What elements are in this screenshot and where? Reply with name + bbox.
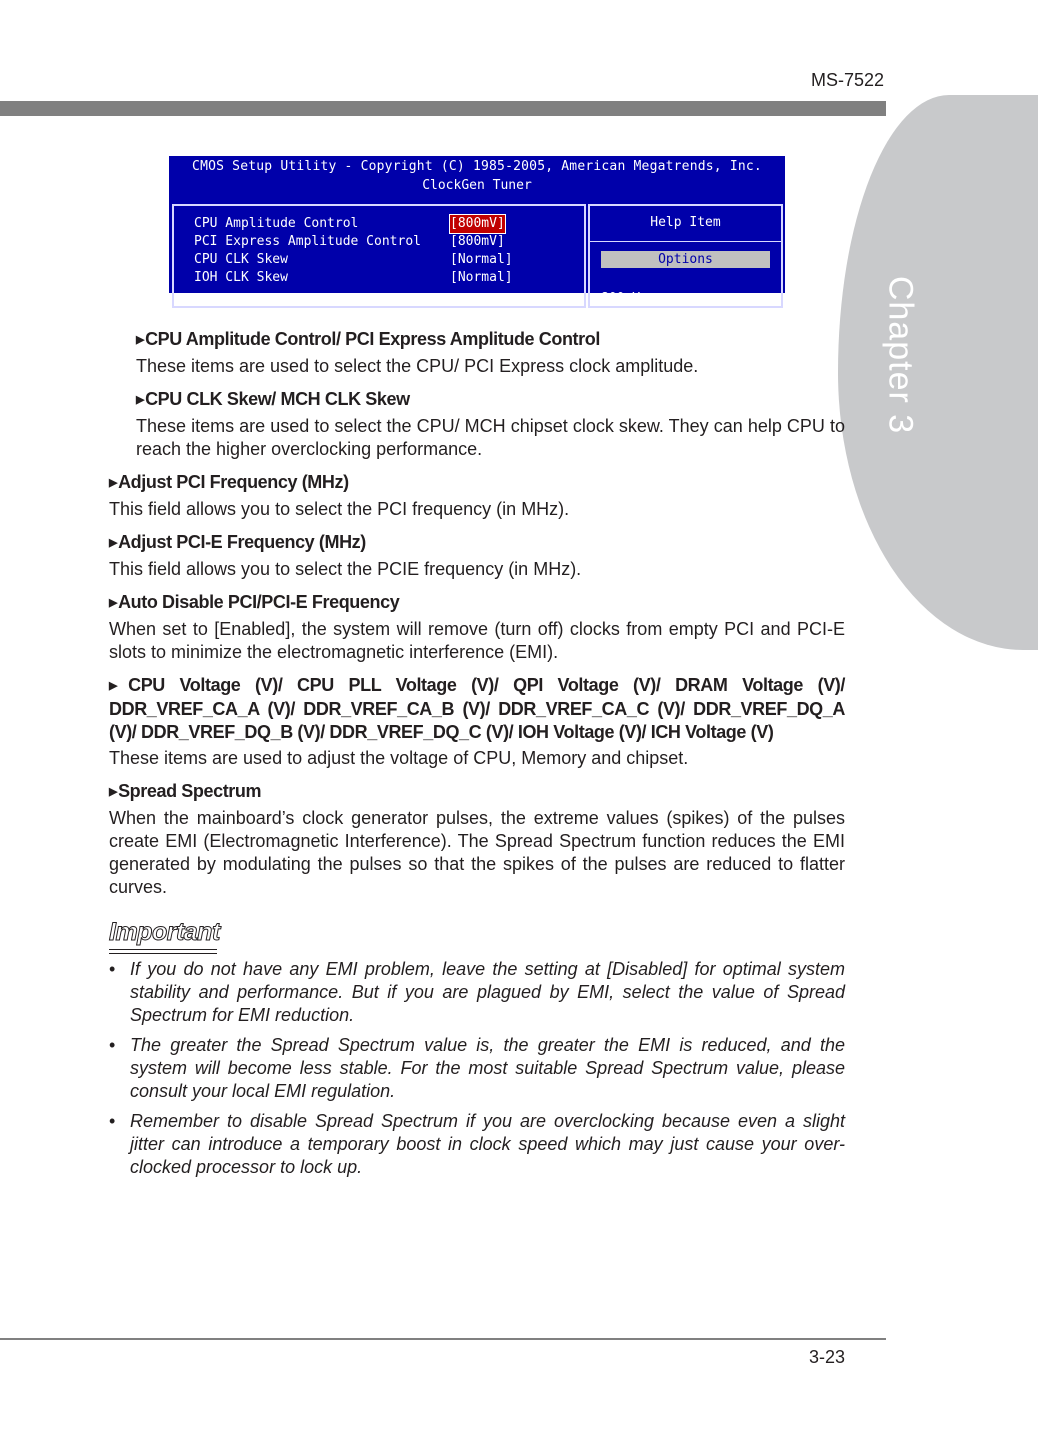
triangle-bullet-icon: ▶ bbox=[109, 537, 118, 549]
section-spread-spectrum bbox=[109, 780, 845, 899]
important-bullet bbox=[109, 958, 845, 1027]
bios-item-label: CPU CLK Skew bbox=[194, 252, 288, 267]
important-underline bbox=[109, 949, 217, 954]
bios-title: CMOS Setup Utility - Copyright (C) 1985-2005, American Megatrends, Inc. bbox=[192, 159, 762, 174]
bios-item-label: CPU Amplitude Control bbox=[194, 216, 359, 231]
bios-item-value-selected[interactable]: [800mV] bbox=[450, 216, 505, 231]
header-bar bbox=[0, 101, 886, 116]
triangle-bullet-icon: ▶ bbox=[136, 394, 145, 406]
section-heading: CPU CLK Skew/ MCH CLK Skew bbox=[145, 389, 410, 409]
bios-item-label: PCI Express Amplitude Control bbox=[194, 234, 421, 249]
section-pcie-frequency bbox=[109, 531, 845, 581]
bios-item-label: IOH CLK Skew bbox=[194, 270, 288, 285]
bios-subtitle: ClockGen Tuner bbox=[422, 178, 532, 193]
bullet-text: The greater the Spread Spectrum value is, the greater the EMI is reduced, and the system will become less stable. For the most suitable Spread Spectrum value, please consult your local EMI regulation. bbox=[130, 1035, 845, 1101]
bios-help-title: Help Item bbox=[650, 215, 721, 230]
important-heading: Important bbox=[109, 918, 220, 946]
section-pci-frequency bbox=[109, 471, 845, 521]
bullet-text: If you do not have any EMI problem, leave the setting at [Disabled] for optimal system stability and performance. But if you are plagued by EMI, select the value of Spread Spectrum for EMI reduction. bbox=[130, 959, 845, 1025]
section-heading: Adjust PCI-E Frequency (MHz) bbox=[118, 532, 366, 552]
important-bullet bbox=[109, 1110, 845, 1179]
section-voltages bbox=[109, 674, 845, 770]
triangle-bullet-icon: ▶ bbox=[109, 786, 118, 798]
bios-settings-pane bbox=[172, 204, 586, 308]
section-body: This field allows you to select the PCI frequency (in MHz). bbox=[109, 499, 570, 519]
triangle-bullet-icon: ▶ bbox=[109, 597, 118, 609]
section-body: These items are used to adjust the voltage of CPU, Memory and chipset. bbox=[109, 748, 689, 768]
bios-options-label: Options bbox=[601, 251, 770, 268]
section-heading: Auto Disable PCI/PCI-E Frequency bbox=[118, 592, 400, 612]
bios-help-pane bbox=[588, 204, 783, 308]
chapter-tab bbox=[838, 95, 1038, 650]
section-body: When the mainboard’s clock generator pulses, the extreme values (spikes) of the pulses create EMI (Electromagnetic Interference). The Spread Spectrum function reduces the EMI generated by modulating the pulses so that the spikes of the pulses are reduced to flatter curves. bbox=[109, 808, 845, 897]
bios-screenshot bbox=[169, 156, 785, 306]
bios-item-value[interactable]: [Normal] bbox=[450, 252, 513, 267]
section-body: When set to [Enabled], the system will remove (turn off) clocks from empty PCI and PCI-E slots to minimize the electromagnetic interference (EMI). bbox=[109, 619, 845, 662]
page-number: 3-23 bbox=[808, 1347, 845, 1367]
footer-rule bbox=[0, 1338, 886, 1340]
section-amplitude bbox=[136, 328, 845, 378]
bios-item-value[interactable]: [Normal] bbox=[450, 270, 513, 285]
chapter-label: Chapter 3 bbox=[881, 275, 920, 435]
triangle-bullet-icon: ▶ bbox=[109, 477, 118, 489]
section-heading: Adjust PCI Frequency (MHz) bbox=[118, 472, 349, 492]
section-heading: CPU Amplitude Control/ PCI Express Amplitude Control bbox=[145, 329, 600, 349]
bullet-dot-icon: • bbox=[109, 1111, 116, 1131]
bios-help-text: 800mV bbox=[601, 291, 641, 306]
section-auto-disable bbox=[109, 591, 845, 664]
section-clk-skew bbox=[136, 388, 845, 461]
important-bullet bbox=[109, 1034, 845, 1103]
bullet-dot-icon: • bbox=[109, 1035, 116, 1055]
section-heading: Spread Spectrum bbox=[118, 781, 262, 801]
bios-help-divider bbox=[590, 241, 781, 242]
section-body: These items are used to select the CPU/ PCI Express clock amplitude. bbox=[136, 356, 699, 376]
bullet-text: Remember to disable Spread Spectrum if you are overclocking because even a slight jitter can introduce a temporary boost in clock speed which may just cause your over-clocked processor to lock up. bbox=[130, 1111, 845, 1177]
bullet-dot-icon: • bbox=[109, 959, 116, 979]
model-number: MS-7522 bbox=[810, 70, 884, 90]
section-body: These items are used to select the CPU/ MCH chipset clock skew. They can help CPU to reach the higher overclocking performance. bbox=[136, 416, 845, 459]
bios-item-value[interactable]: [800mV] bbox=[450, 234, 505, 249]
section-body: This field allows you to select the PCIE frequency (in MHz). bbox=[109, 559, 582, 579]
section-heading: CPU Voltage (V)/ CPU PLL Voltage (V)/ QPI Voltage (V)/ DRAM Voltage (V)/ DDR_VREF_CA_A (V)/ DDR_VREF_CA_B (V)/ DDR_VREF_CA_C (V)/ DDR_VREF_DQ_A (V)/ DDR_VREF_DQ_B (V)/ DDR_VREF_DQ_C (V)/ IOH Voltage (V)/ ICH Voltage (V) bbox=[109, 675, 846, 742]
triangle-bullet-icon: ▶ bbox=[109, 680, 128, 692]
triangle-bullet-icon: ▶ bbox=[136, 334, 145, 346]
